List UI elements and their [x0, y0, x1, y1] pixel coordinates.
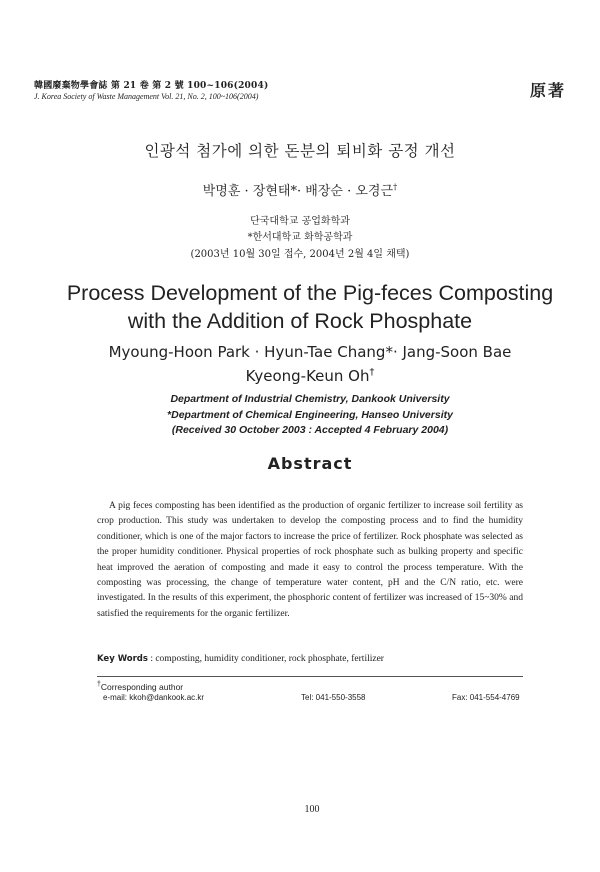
received-accepted-english: (Received 30 October 2003 : Accepted 4 February 2004) [171, 424, 449, 436]
footnote-corresponding [97, 681, 183, 692]
authors-english-line-2 [0, 367, 600, 385]
affiliation-korean-1: 단국대학교 공업화학과 [250, 216, 350, 227]
journal-citation-english: J. Korea Society of Waste Management Vol. 21, No. 2, 100~106(2004) [34, 92, 259, 101]
page-number: 100 [304, 804, 320, 815]
authors-english-line-1: Myoung-Hoon Park · Hyun-Tae Chang*· Jang-Soon Bae [108, 343, 512, 361]
title-korean: 인광석 첨가에 의한 돈분의 퇴비화 공정 개선 [144, 142, 456, 160]
keywords [97, 654, 384, 664]
title-english-line-1: Process Development of the Pig-feces Composting [66, 281, 554, 305]
affiliation-english-2: *Department of Chemical Engineering, Hanseo University [167, 409, 453, 421]
footnote-email: e-mail: kkoh@dankook.ac.kr [103, 693, 205, 702]
authors-english-last: Kyeong-Keun Oh [245, 367, 370, 385]
abstract-body: A pig feces composting has been identified as the production of organic fertilizer to increase soil fertility as crop production. This study was undertaken to develop the composting process and to find the humidity conditioner, which is one of the major factors to increase the price of fertilizer. Rock phosphate was selected as the proper humidity conditioner. Physical properties of rock phosphate such as bulking property and specific heat improved the aeration of composting and made it easy to control the process temperature. With the composting was processing, the change of temperature water content, pH and the C/N ratio, etc. were investigated. In the results of this experiment, the phosphoric content of fertilizer was increased of 15~30% and satisfied the requirements for the organic fertilizer. [97, 501, 523, 619]
affiliation-korean-2: *한서대학교 화학공학과 [247, 232, 353, 243]
affiliation-english-1: Department of Industrial Chemistry, Dankook University [170, 393, 450, 405]
keywords-separator: : [147, 654, 156, 664]
footnote-divider [97, 676, 523, 677]
footnote-corresponding-text: Corresponding author [100, 681, 184, 692]
footnote-tel: Tel: 041-550-3558 [301, 693, 366, 702]
footnote-dagger: † [97, 681, 101, 688]
keywords-label: Key Words [97, 654, 148, 664]
authors-korean-names: 박명훈 · 장현태*· 배장순 · 오경근 [202, 184, 394, 199]
received-accepted-korean: (2003년 10월 30일 접수, 2004년 2월 4일 채택) [190, 249, 410, 260]
keywords-text: composting, humidity conditioner, rock phosphate, fertilizer [155, 654, 384, 664]
title-english-line-2: with the Addition of Rock Phosphate [127, 309, 473, 333]
corresponding-mark: † [393, 181, 398, 192]
corresponding-mark-english: † [369, 367, 375, 378]
authors-korean [0, 180, 600, 199]
footnote-fax: Fax: 041-554-4769 [452, 693, 520, 702]
abstract-heading: Abstract [267, 454, 353, 473]
journal-citation-korean: 韓國廢棄物學會誌 第 21 卷 第 2 號 100~106(2004) [34, 81, 269, 91]
article-type-label: 原著 [529, 81, 566, 100]
